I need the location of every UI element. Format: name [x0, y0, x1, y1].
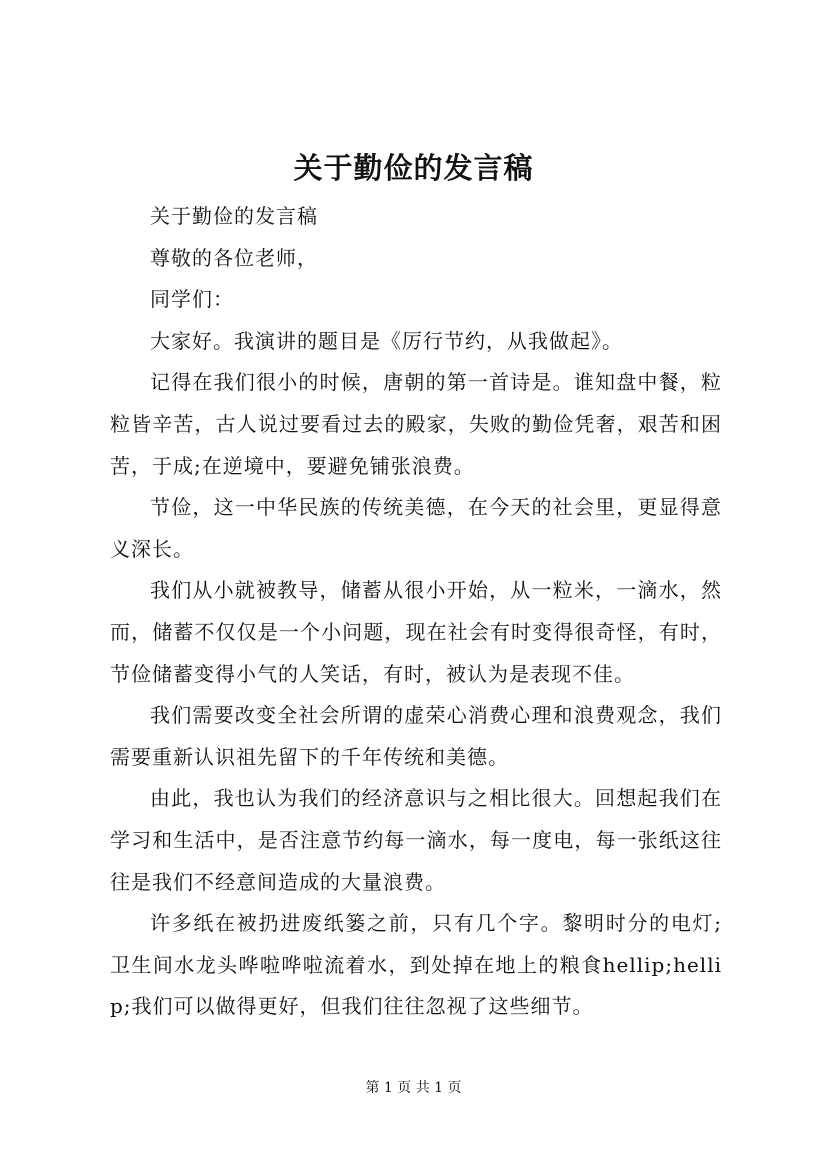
paragraph-virtue: 节俭，这一中华民族的传统美德，在今天的社会里，更显得意义深长。 [110, 495, 722, 561]
document-body [110, 196, 722, 1028]
paragraph-greeting: 大家好。我演讲的题目是《厉行节约，从我做起》。 [150, 328, 623, 353]
paragraph-saving: 我们从小就被教导，储蓄从很小开始，从一粒米，一滴水，然而，储蓄不仅仅是一个小问题，现在社会有时变得很奇怪，有时，节俭储蓄变得小气的人笑话，有时，被认为是表现不佳。 [110, 578, 722, 686]
paragraph-salutation: 尊敬的各位老师， [150, 245, 318, 270]
paragraph-awareness: 由此，我也认为我们的经济意识与之相比很大。回想起我们在学习和生活中，是否注意节约每一滴水，每一度电，每一张纸这往往是我们不经意间造成的大量浪费。 [110, 786, 722, 894]
paragraph-details: 许多纸在被扔进废纸篓之前，只有几个字。黎明时分的电灯;卫生间水龙头哗啦哗啦流着水，到处掉在地上的粮食hellip;hellip;我们可以做得更好，但我们往往忽视了这些细节。 [110, 911, 722, 1019]
paragraph-change: 我们需要改变全社会所谓的虚荣心消费心理和浪费观念，我们需要重新认识祖先留下的千年传统和美德。 [110, 703, 722, 769]
paragraph-salutation-students: 同学们： [150, 287, 234, 312]
document-title: 关于勤俭的发言稿 [293, 151, 534, 185]
paragraph-heading: 关于勤俭的发言稿 [150, 204, 318, 228]
paragraph-poem: 记得在我们很小的时候，唐朝的第一首诗是。谁知盘中餐，粒粒皆辛苦，古人说过要看过去的殿家，失败的勤俭凭奢，艰苦和困苦，于成;在逆境中，要避免铺张浪费。 [110, 370, 722, 478]
page-number: 第 1 页 共 1 页 [365, 1080, 462, 1096]
